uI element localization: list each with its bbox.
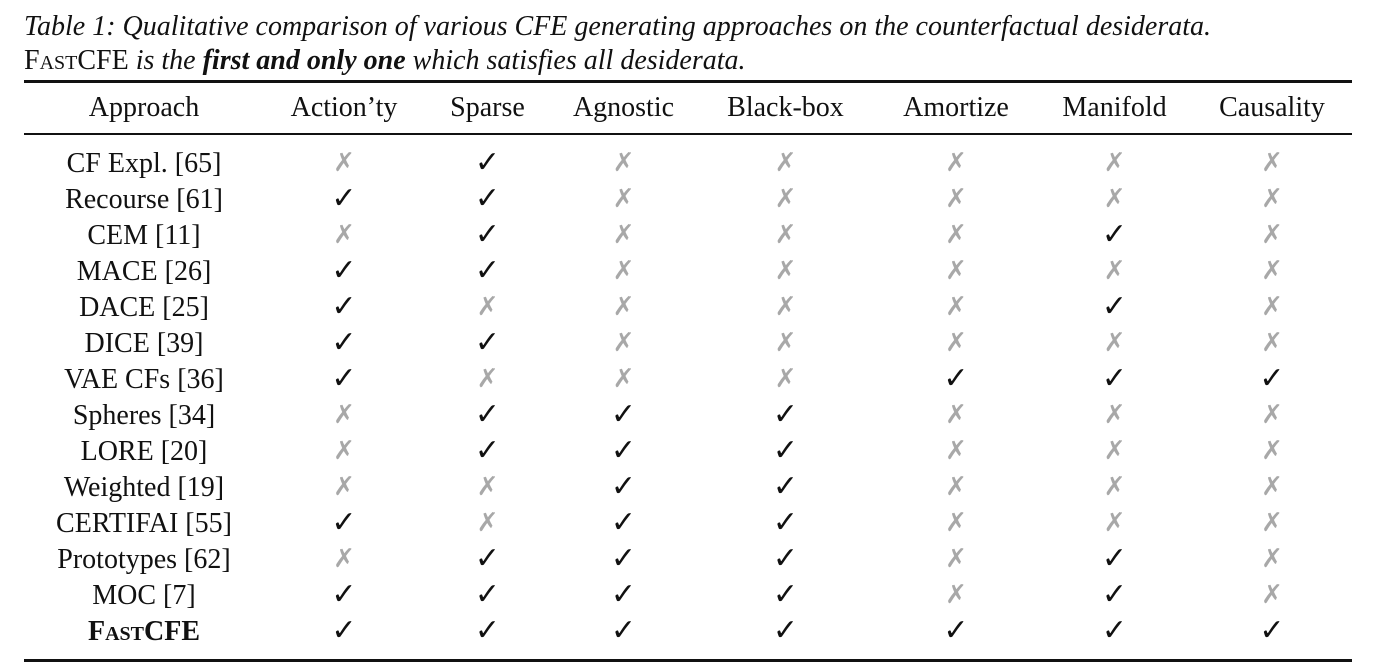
criterion-cell [1037,181,1192,217]
cross-icon: ✗ [333,544,355,574]
cross-icon: ✗ [1261,508,1283,538]
criterion-cell [424,505,551,541]
check-icon: ✓ [772,397,799,432]
criterion-cell [1192,577,1352,613]
criterion-cell [1037,433,1192,469]
criterion-cell [264,541,424,577]
cross-icon: ✗ [333,148,355,178]
cross-icon: ✗ [774,220,797,250]
criterion-cell [875,541,1037,577]
criterion-cell [875,253,1037,289]
criterion-cell [696,433,875,469]
criterion-cell [696,181,875,217]
cross-icon: ✗ [1103,328,1126,358]
criterion-cell [875,134,1037,181]
header-approach: Approach [88,92,200,123]
approach-cell: LORE [20] [80,435,208,467]
check-icon: ✓ [474,145,501,180]
criterion-cell [424,253,551,289]
check-icon: ✓ [610,613,637,648]
criterion-cell [424,577,551,613]
cross-icon: ✗ [476,292,499,322]
criterion-cell [696,577,875,613]
cross-icon: ✗ [945,256,967,286]
cross-icon: ✗ [945,400,967,430]
check-icon: ✓ [610,577,637,612]
approach-cell: Prototypes [62] [57,543,231,575]
criterion-cell [1037,289,1192,325]
approach-cell: MACE [26] [76,255,212,287]
criterion-cell [1192,181,1352,217]
check-icon: ✓ [610,505,637,540]
criterion-cell [1037,253,1192,289]
check-icon: ✓ [331,613,357,648]
criterion-cell [1037,505,1192,541]
check-icon: ✓ [1101,613,1128,648]
table-row [24,134,1352,181]
criterion-cell [1192,134,1352,181]
criterion-cell [551,397,696,433]
criterion-cell [551,541,696,577]
caption-text-is: is the [128,45,203,76]
cross-icon: ✗ [1261,328,1283,358]
criterion-cell [264,613,424,661]
cross-icon: ✗ [774,184,797,214]
criterion-cell [875,325,1037,361]
criterion-cell [424,134,551,181]
header-black-box: Black-box [727,92,844,123]
cross-icon: ✗ [612,220,635,250]
header-manifold: Manifold [1062,92,1167,123]
table-row [24,613,1352,661]
check-icon: ✓ [772,577,799,612]
comparison-table [24,80,1352,662]
criterion-cell [424,181,551,217]
approach-cell: DICE [39] [84,327,204,359]
criterion-cell [875,217,1037,253]
comparison-table-wrapper [24,80,1352,662]
cross-icon: ✗ [612,184,635,214]
criterion-cell [1037,217,1192,253]
criterion-cell [875,613,1037,661]
cross-icon: ✗ [1103,148,1126,178]
approach-cell: DACE [25] [79,291,209,323]
criterion-cell [696,289,875,325]
criterion-cell [696,361,875,397]
criterion-cell [1192,541,1352,577]
check-icon: ✓ [474,541,501,576]
criterion-cell [551,469,696,505]
criterion-cell [1037,134,1192,181]
criterion-cell [1037,469,1192,505]
check-icon: ✓ [331,505,357,540]
cross-icon: ✗ [945,544,967,574]
criterion-cell [875,289,1037,325]
table-row [24,289,1352,325]
table-row [24,397,1352,433]
approach-cell: FastCFE [87,615,200,647]
table-row [24,541,1352,577]
cross-icon: ✗ [333,220,355,250]
criterion-cell [1037,397,1192,433]
header-row [24,82,1352,135]
criterion-cell [1192,613,1352,661]
cross-icon: ✗ [612,292,635,322]
cross-icon: ✗ [1261,292,1283,322]
criterion-cell [1192,505,1352,541]
check-icon: ✓ [943,613,969,648]
criterion-cell [551,134,696,181]
table-row [24,469,1352,505]
table-row [24,433,1352,469]
criterion-cell [424,289,551,325]
cross-icon: ✗ [945,508,967,538]
check-icon: ✓ [610,469,637,504]
caption-text: Qualitative comparison of various CFE generating approaches on the counterfactual desiderata. [122,11,1212,42]
cross-icon: ✗ [945,580,967,610]
criterion-cell [1037,577,1192,613]
check-icon: ✓ [474,577,501,612]
header-causality: Causality [1219,92,1325,123]
criterion-cell [264,181,424,217]
criterion-cell [264,134,424,181]
criterion-cell [424,433,551,469]
cross-icon: ✗ [1261,472,1283,502]
check-icon: ✓ [1101,289,1128,324]
check-icon: ✓ [772,613,799,648]
cross-icon: ✗ [476,364,499,394]
criterion-cell [1192,325,1352,361]
cross-icon: ✗ [476,472,499,502]
criterion-cell [551,325,696,361]
criterion-cell [551,505,696,541]
cross-icon: ✗ [1261,544,1283,574]
check-icon: ✓ [1259,613,1285,648]
cross-icon: ✗ [945,184,967,214]
header-amortize: Amortize [903,92,1009,123]
check-icon: ✓ [474,181,501,216]
criterion-cell [264,253,424,289]
criterion-cell [696,134,875,181]
approach-cell: CF Expl. [65] [66,147,222,179]
criterion-cell [696,397,875,433]
header-agnostic: Agnostic [572,92,675,123]
cross-icon: ✗ [612,256,635,286]
check-icon: ✓ [1101,577,1128,612]
check-icon: ✓ [331,325,357,360]
table-row [24,325,1352,361]
check-icon: ✓ [474,433,501,468]
approach-cell: Weighted [19] [63,471,225,503]
criterion-cell [696,253,875,289]
criterion-cell [264,325,424,361]
check-icon: ✓ [772,433,799,468]
header-actionability: Action’ty [290,92,398,123]
criterion-cell [1192,217,1352,253]
cross-icon: ✗ [945,472,967,502]
criterion-cell [264,289,424,325]
cross-icon: ✗ [774,148,797,178]
criterion-cell [875,361,1037,397]
criterion-cell [424,613,551,661]
criterion-cell [424,361,551,397]
cross-icon: ✗ [945,436,967,466]
check-icon: ✓ [1101,361,1128,396]
cross-icon: ✗ [612,364,635,394]
check-icon: ✓ [331,289,357,324]
check-icon: ✓ [474,397,501,432]
caption-method-name: FastCFE [24,45,129,76]
cross-icon: ✗ [945,220,967,250]
table-row [24,361,1352,397]
criterion-cell [424,217,551,253]
check-icon: ✓ [331,181,357,216]
cross-icon: ✗ [1261,256,1283,286]
approach-cell: CERTIFAI [55] [56,507,232,539]
criterion-cell [875,469,1037,505]
cross-icon: ✗ [612,328,635,358]
header-sparse: Sparse [450,92,525,123]
cross-icon: ✗ [333,472,355,502]
caption-text-rest: which satisfies all desiderata. [405,45,746,76]
cross-icon: ✗ [1261,400,1283,430]
cross-icon: ✗ [1261,436,1283,466]
table-header [24,82,1352,135]
criterion-cell [875,181,1037,217]
criterion-cell [1037,541,1192,577]
criterion-cell [1037,613,1192,661]
table-caption [24,10,1364,78]
criterion-cell [875,505,1037,541]
cross-icon: ✗ [333,436,355,466]
criterion-cell [264,361,424,397]
check-icon: ✓ [331,253,357,288]
cross-icon: ✗ [945,148,967,178]
cross-icon: ✗ [1103,184,1126,214]
criterion-cell [264,217,424,253]
criterion-cell [696,613,875,661]
table-row [24,505,1352,541]
check-icon: ✓ [610,397,637,432]
cross-icon: ✗ [774,292,797,322]
cross-icon: ✗ [1103,508,1126,538]
cross-icon: ✗ [612,148,635,178]
criterion-cell [551,433,696,469]
criterion-cell [875,397,1037,433]
check-icon: ✓ [474,613,501,648]
table-row [24,577,1352,613]
criterion-cell [696,469,875,505]
table-row [24,253,1352,289]
criterion-cell [1192,397,1352,433]
check-icon: ✓ [772,469,799,504]
check-icon: ✓ [610,433,637,468]
criterion-cell [696,325,875,361]
criterion-cell [1192,289,1352,325]
criterion-cell [424,397,551,433]
criterion-cell [875,577,1037,613]
criterion-cell [1037,325,1192,361]
criterion-cell [424,469,551,505]
criterion-cell [264,433,424,469]
criterion-cell [696,217,875,253]
criterion-cell [875,433,1037,469]
criterion-cell [264,577,424,613]
criterion-cell [424,325,551,361]
cross-icon: ✗ [945,292,967,322]
caption-label: Table 1: [24,11,123,42]
caption-line-2 [24,44,1364,78]
check-icon: ✓ [943,361,969,396]
approach-cell: VAE CFs [36] [64,363,224,395]
cross-icon: ✗ [1103,436,1126,466]
criterion-cell [551,361,696,397]
cross-icon: ✗ [1103,400,1126,430]
check-icon: ✓ [331,361,357,396]
table-body [24,134,1352,661]
criterion-cell [551,577,696,613]
check-icon: ✓ [1101,217,1128,252]
cross-icon: ✗ [1261,184,1283,214]
criterion-cell [551,253,696,289]
table-row [24,217,1352,253]
criterion-cell [424,541,551,577]
cross-icon: ✗ [1103,256,1126,286]
check-icon: ✓ [474,217,501,252]
cross-icon: ✗ [333,400,355,430]
criterion-cell [264,469,424,505]
criterion-cell [696,505,875,541]
approach-cell: Recourse [61] [65,183,223,215]
cross-icon: ✗ [1261,148,1283,178]
criterion-cell [551,289,696,325]
criterion-cell [696,541,875,577]
criterion-cell [264,505,424,541]
criterion-cell [1192,469,1352,505]
approach-cell: MOC [7] [92,579,196,611]
cross-icon: ✗ [774,364,797,394]
check-icon: ✓ [1259,361,1285,396]
table-row [24,181,1352,217]
check-icon: ✓ [772,541,799,576]
caption-line-1 [24,10,1364,44]
cross-icon: ✗ [774,328,797,358]
approach-cell: CEM [11] [87,219,201,251]
check-icon: ✓ [1101,541,1128,576]
check-icon: ✓ [474,325,501,360]
check-icon: ✓ [474,253,501,288]
criterion-cell [551,181,696,217]
criterion-cell [1192,433,1352,469]
cross-icon: ✗ [774,256,797,286]
criterion-cell [551,613,696,661]
criterion-cell [1192,253,1352,289]
criterion-cell [551,217,696,253]
criterion-cell [1037,361,1192,397]
cross-icon: ✗ [1261,580,1283,610]
approach-cell: Spheres [34] [72,399,216,431]
cross-icon: ✗ [1261,220,1283,250]
criterion-cell [264,397,424,433]
check-icon: ✓ [331,577,357,612]
check-icon: ✓ [610,541,637,576]
cross-icon: ✗ [945,328,967,358]
cross-icon: ✗ [1103,472,1126,502]
check-icon: ✓ [772,505,799,540]
cross-icon: ✗ [476,508,499,538]
caption-emphasis: first and only one [202,45,406,76]
criterion-cell [1192,361,1352,397]
